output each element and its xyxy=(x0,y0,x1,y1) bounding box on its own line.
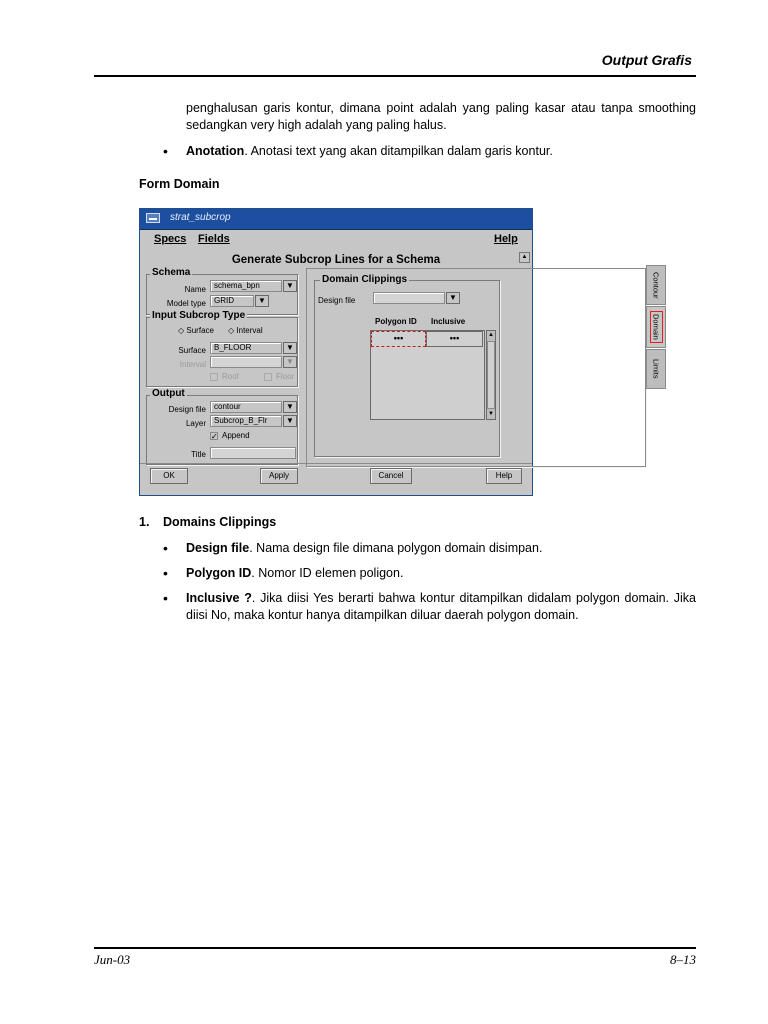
section-title: Form Domain xyxy=(139,177,220,191)
footer-date: Jun-03 xyxy=(94,952,131,967)
surface-label: Surface xyxy=(178,346,206,355)
tab-domain[interactable] xyxy=(646,306,666,348)
list-item-inclusive xyxy=(186,590,696,607)
tab-domain-label: Domain xyxy=(650,311,663,343)
tab-limits[interactable] xyxy=(646,349,666,389)
bullet-dot: • xyxy=(163,540,168,556)
schema-group-label: Schema xyxy=(152,267,191,278)
interval-dropdown-icon[interactable]: ▼ xyxy=(283,356,297,368)
domain-design-file-field[interactable] xyxy=(373,292,445,304)
model-type-label: Model type xyxy=(166,299,206,308)
model-type-dropdown-icon[interactable]: ▼ xyxy=(255,295,269,307)
menu-specs[interactable] xyxy=(154,233,186,245)
intro-line-2: sedangkan very high adalah yang paling halus. xyxy=(186,118,447,132)
scroll-thumb[interactable] xyxy=(487,341,495,409)
input-subcrop-group-label: Input Subcrop Type xyxy=(152,310,246,321)
menu-fields[interactable] xyxy=(198,233,230,245)
output-design-file-dropdown-icon[interactable]: ▼ xyxy=(283,401,297,413)
output-design-file-label: Design file xyxy=(168,405,206,414)
list-item-term: Design file xyxy=(186,541,250,555)
radio-surface-label: Surface xyxy=(186,326,214,335)
radio-interval-label: Interval xyxy=(236,326,263,335)
bullet-dot: • xyxy=(163,143,168,159)
domain-design-file-dropdown-icon[interactable]: ▼ xyxy=(446,292,460,304)
cell-polygon-id[interactable]: ••• xyxy=(371,331,426,347)
col-polygon-id: Polygon ID xyxy=(375,317,417,326)
list-item-inclusive-line-2: diisi No, maka kontur hanya ditampilkan diluar daerah polygon domain. xyxy=(186,608,579,622)
interval-label: Interval xyxy=(179,360,206,369)
name-dropdown-icon[interactable]: ▼ xyxy=(283,280,297,292)
menu-specs-label: Specs xyxy=(154,233,187,245)
menu-help-label: Help xyxy=(494,233,518,245)
scroll-down-icon[interactable]: ▼ xyxy=(488,411,494,417)
layer-dropdown-icon[interactable]: ▼ xyxy=(283,415,297,427)
append-label: Append xyxy=(222,431,250,440)
list-number: 1. xyxy=(139,515,150,529)
roof-checkbox[interactable] xyxy=(210,373,218,381)
surface-field[interactable]: B_FLOOR xyxy=(210,342,282,354)
radio-surface-icon: ◇ xyxy=(178,326,185,335)
append-checkbox[interactable] xyxy=(210,432,218,440)
scroll-up-arrow-icon[interactable]: ▲ xyxy=(519,252,530,263)
layer-field[interactable]: Subcrop_B_Flr xyxy=(210,415,282,427)
floor-label: Floor xyxy=(276,372,295,381)
surface-dropdown-icon[interactable]: ▼ xyxy=(283,342,297,354)
bullet-dot: • xyxy=(163,590,168,606)
domain-design-file-label: Design file xyxy=(318,296,356,305)
list-item-text: . Nomor ID elemen poligon. xyxy=(251,566,404,580)
tab-contour-label: Contour xyxy=(651,271,661,299)
page-header-title: Output Grafis xyxy=(601,52,692,68)
scroll-up-icon[interactable]: ▲ xyxy=(488,332,494,338)
radio-interval[interactable] xyxy=(228,326,263,335)
title-field[interactable] xyxy=(210,447,296,459)
checkmark-icon: ✓ xyxy=(211,432,218,441)
window-menu-icon[interactable] xyxy=(146,213,160,223)
list-item-text: . Jika diisi Yes berarti bahwa kontur ditampilkan didalam polygon domain. Jika xyxy=(251,591,696,605)
help-button[interactable]: Help xyxy=(486,468,522,484)
button-bar-divider xyxy=(140,463,532,464)
interval-field[interactable] xyxy=(210,356,282,368)
tab-contour[interactable] xyxy=(646,265,666,305)
name-field[interactable]: schema_bpn xyxy=(210,280,282,292)
dialog-titlebar[interactable] xyxy=(140,209,532,230)
apply-button[interactable]: Apply xyxy=(260,468,298,484)
list-item-design-file xyxy=(186,540,542,557)
dialog-window-title: strat_subcrop xyxy=(170,212,231,223)
intro-line-1: penghalusan garis kontur, dimana point adalah yang paling kasar atau tanpa smoothing xyxy=(186,101,696,115)
output-design-file-field[interactable]: contour xyxy=(210,401,282,413)
list-item-text: . Nama design file dimana polygon domain disimpan. xyxy=(249,541,543,555)
ok-button[interactable]: OK xyxy=(150,468,188,484)
list-item-term: Polygon ID xyxy=(186,566,252,580)
header-rule xyxy=(94,75,696,77)
footer-page-number: 8–13 xyxy=(670,952,696,967)
tab-limits-label: Limits xyxy=(651,359,661,379)
layer-label: Layer xyxy=(185,419,206,428)
title-label: Title xyxy=(191,450,206,459)
col-inclusive: Inclusive xyxy=(431,317,466,326)
menu-help[interactable] xyxy=(494,233,518,245)
strat-subcrop-dialog xyxy=(139,208,661,496)
model-type-field[interactable]: GRID xyxy=(210,295,254,307)
list-item-term: Inclusive ? xyxy=(186,591,252,605)
footer-rule xyxy=(94,947,696,949)
dialog-heading: Generate Subcrop Lines for a Schema xyxy=(231,254,441,266)
bullet-dot: • xyxy=(163,565,168,581)
output-group-label: Output xyxy=(152,388,185,399)
domain-clippings-group-label: Domain Clippings xyxy=(322,274,407,285)
cell-inclusive[interactable]: ••• xyxy=(426,331,483,347)
radio-interval-icon: ◇ xyxy=(228,326,235,335)
radio-surface[interactable] xyxy=(178,326,214,335)
bullet-term: Anotation xyxy=(186,144,245,158)
bullet-text: . Anotasi text yang akan ditampilkan dalam garis kontur. xyxy=(244,144,553,158)
bullet-anotation xyxy=(186,143,553,160)
roof-label: Roof xyxy=(222,372,239,381)
menu-fields-label: Fields xyxy=(198,233,230,245)
list-item-polygon-id xyxy=(186,565,403,582)
list-title: Domains Clippings xyxy=(163,515,277,529)
name-label: Name xyxy=(184,285,206,294)
cancel-button[interactable]: Cancel xyxy=(370,468,412,484)
floor-checkbox[interactable] xyxy=(264,373,272,381)
